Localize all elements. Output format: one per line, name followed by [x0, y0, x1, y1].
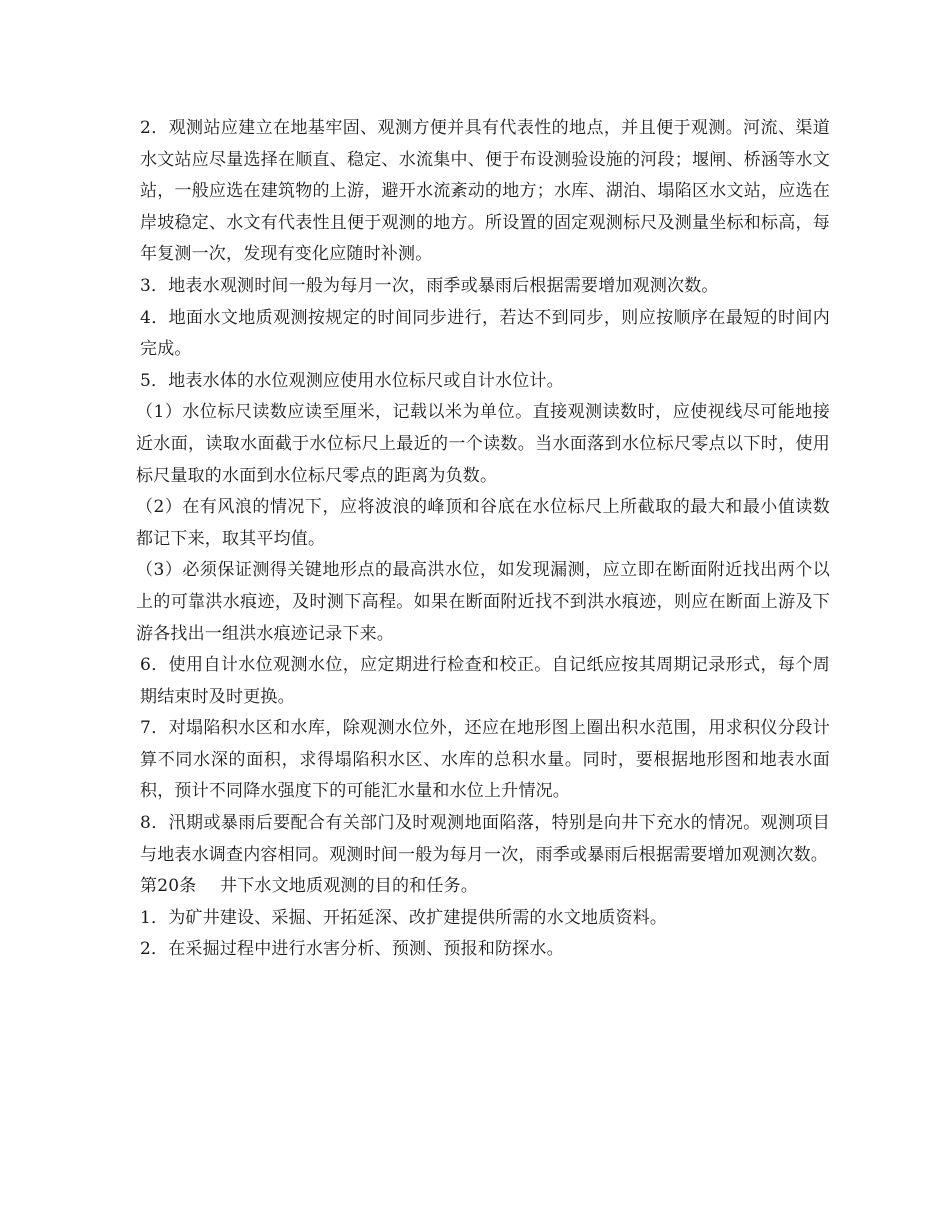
paragraph-subitem-1: （1）水位标尺读数应读至厘米，记载以米为单位。直接观测读数时，应使视线尽可能地接近水面，读取水面截于水位标尺上最近的一个读数。当水面落到水位标尺零点以下时，使用标尺量取的水面到水位标尺零点的距离为负数。 — [136, 402, 830, 486]
article-item-1: 1．为矿井建设、采掘、开拓延深、改扩建提供所需的水文地质资料。 — [140, 907, 668, 928]
article-item-2: 2．在采掘过程中进行水害分析、预测、预报和防探水。 — [140, 939, 564, 960]
paragraph-item-7: 7．对塌陷积水区和水库，除观测水位外，还应在地形图上圈出积水范围，用求积仪分段计算不同水深的面积，求得塌陷积水区、水库的总积水量。同时，要根据地形图和地表水面积，预计不同降水强度下的可能汇水量和水位上升情况。 — [140, 718, 830, 802]
paragraph-item-8: 8．汛期或暴雨后要配合有关部门及时观测地面陷落，特别是向井下充水的情况。观测项目与地表水调查内容相同。观测时间一般为每月一次，雨季或暴雨后根据需要增加观测次数。 — [140, 813, 830, 865]
paragraph-item-5: 5．地表水体的水位观测应使用水位标尺或自计水位计。 — [140, 370, 564, 391]
paragraph-subitem-2: （2）在有风浪的情况下，应将波浪的峰顶和谷底在水位标尺上所截取的最大和最小值读数都记下来，取其平均值。 — [136, 497, 830, 549]
article-number: 第20条 — [140, 876, 197, 897]
paragraph-item-4: 4．地面水文地质观测按规定的时间同步进行，若达不到同步，则应按顺序在最短的时间内完成。 — [140, 307, 830, 360]
paragraph-item-6: 6．使用自计水位观测水位，应定期进行检查和校正。自记纸应按其周期记录形式，每个周期结束时及时更换。 — [140, 655, 830, 707]
paragraph-subitem-3: （3）必须保证测得关键地形点的最高洪水位，如发现漏测，应立即在断面附近找出两个以上的可靠洪水痕迹，及时测下高程。如果在断面附近找不到洪水痕迹，则应在断面上游及下游各找出一组洪水痕迹记录下来。 — [136, 560, 830, 644]
article-heading — [140, 871, 830, 903]
article-title: 井下水文地质观测的目的和任务。 — [220, 876, 478, 897]
document-body — [136, 113, 830, 966]
paragraph-item-3: 3．地表水观测时间一般为每月一次，雨季或暴雨后根据需要增加观测次数。 — [140, 275, 719, 296]
paragraph-item-2: 2．观测站应建立在地基牢固、观测方便并具有代表性的地点，并且便于观测。河流、渠道水文站应尽量选择在顺直、稳定、水流集中、便于布设测验设施的河段；堰闸、桥涵等水文站，一般应选在建筑物的上游，避开水流紊动的地方；水库、湖泊、塌陷区水文站，应选在岸坡稳定、水文有代表性且便于观测的地方。所设置的固定观测标尺及测量坐标和标高，每年复测一次，发现有变化应随时补测。 — [140, 118, 830, 265]
